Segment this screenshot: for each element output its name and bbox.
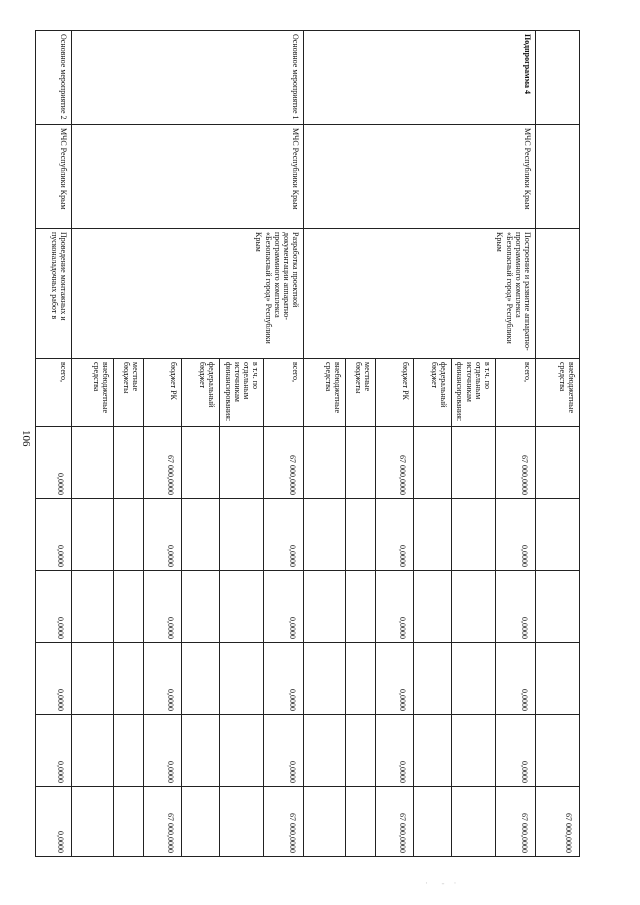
- amount-cell: [304, 787, 346, 857]
- amount-cell: [220, 787, 264, 857]
- status-cell: Основное мероприятие 2: [36, 31, 72, 125]
- amount-cell: [414, 571, 452, 643]
- amount-cell: [414, 787, 452, 857]
- amount-cell: [182, 571, 220, 643]
- amount-cell: [304, 571, 346, 643]
- page-number: 106: [20, 430, 32, 447]
- document-sheet: [50, 30, 580, 856]
- amount-cell: [536, 643, 580, 715]
- name-cell: [536, 229, 580, 359]
- amount-cell: [414, 427, 452, 499]
- amount-cell: [114, 715, 144, 787]
- amount-cell: [72, 643, 114, 715]
- name-cell: Проведение монтажных и пусконаладочных работ в: [36, 229, 72, 359]
- executor-cell: МЧС Республики Крым: [72, 125, 304, 229]
- source-cell: местные бюджеты: [114, 359, 144, 427]
- amount-cell: [452, 787, 496, 857]
- amount-cell: 67 000,0000: [376, 427, 414, 499]
- source-cell: бюджет РК: [376, 359, 414, 427]
- name-cell: Разработка проектной документации аппаратно-программного комплекса «Безопасный город» Республики Крым: [72, 229, 304, 359]
- amount-cell: [452, 499, 496, 571]
- amount-cell: 0,0000: [264, 571, 304, 643]
- amount-cell: [72, 787, 114, 857]
- amount-cell: 67 000,0000: [264, 427, 304, 499]
- amount-cell: 0,0000: [36, 427, 72, 499]
- amount-cell: 0,0000: [144, 643, 182, 715]
- amount-cell: [220, 715, 264, 787]
- amount-cell: 0,0000: [376, 715, 414, 787]
- amount-cell: 0,0000: [36, 643, 72, 715]
- status-cell: Подпрограмма 4: [304, 31, 536, 125]
- amount-cell: 67 000,0000: [264, 787, 304, 857]
- amount-cell: 67 000,0000: [496, 427, 536, 499]
- amount-cell: [220, 571, 264, 643]
- name-cell: Построение и развитие аппаратно-программного комплекса «Безопасный город» Республики Крым: [304, 229, 536, 359]
- amount-cell: [536, 427, 580, 499]
- table-row: [36, 31, 72, 857]
- amount-cell: 0,0000: [144, 571, 182, 643]
- amount-cell: 0,0000: [144, 715, 182, 787]
- amount-cell: [72, 571, 114, 643]
- status-cell: Основное мероприятие 1: [72, 31, 304, 125]
- amount-cell: 0,0000: [264, 715, 304, 787]
- amount-cell: 0,0000: [376, 571, 414, 643]
- amount-cell: 0,0000: [144, 499, 182, 571]
- amount-cell: [346, 571, 376, 643]
- amount-cell: [346, 715, 376, 787]
- amount-cell: [114, 787, 144, 857]
- rotated-table-container: [50, 30, 580, 856]
- amount-cell: 0,0000: [264, 499, 304, 571]
- financing-table: [36, 30, 581, 857]
- amount-cell: [304, 427, 346, 499]
- amount-cell: [182, 643, 220, 715]
- amount-cell: [220, 427, 264, 499]
- amount-cell: [414, 643, 452, 715]
- source-cell: бюджет РК: [144, 359, 182, 427]
- amount-cell: 67 000,0000: [376, 787, 414, 857]
- amount-cell: 0,0000: [36, 715, 72, 787]
- amount-cell: [182, 715, 220, 787]
- executor-cell: [536, 125, 580, 229]
- amount-cell: [304, 715, 346, 787]
- amount-cell: [536, 499, 580, 571]
- source-cell: всего,: [496, 359, 536, 427]
- amount-cell: 0,0000: [376, 499, 414, 571]
- source-cell: в т.ч. по отдельным источникам финансирования:: [452, 359, 496, 427]
- amount-cell: [414, 715, 452, 787]
- amount-cell: [182, 499, 220, 571]
- amount-cell: 0,0000: [36, 787, 72, 857]
- amount-cell: [72, 499, 114, 571]
- amount-cell: [452, 715, 496, 787]
- table-body: [36, 31, 580, 857]
- amount-cell: [536, 715, 580, 787]
- amount-cell: [72, 715, 114, 787]
- amount-cell: [452, 427, 496, 499]
- amount-cell: [72, 427, 114, 499]
- amount-cell: 67 000,0000: [496, 787, 536, 857]
- amount-cell: [114, 499, 144, 571]
- amount-cell: [452, 571, 496, 643]
- amount-cell: 0,0000: [496, 499, 536, 571]
- source-cell: внебюджетные средства: [536, 359, 580, 427]
- amount-cell: 67 000,0000: [536, 787, 580, 857]
- amount-cell: 67 000,0000: [144, 787, 182, 857]
- scan-artifact: · - ·: [425, 878, 457, 888]
- amount-cell: [346, 643, 376, 715]
- amount-cell: [220, 499, 264, 571]
- status-cell: [536, 31, 580, 125]
- source-cell: местные бюджеты: [346, 359, 376, 427]
- source-cell: внебюджетные средства: [72, 359, 114, 427]
- amount-cell: 0,0000: [36, 571, 72, 643]
- amount-cell: [304, 499, 346, 571]
- amount-cell: [346, 427, 376, 499]
- table-row: [536, 31, 580, 857]
- amount-cell: [114, 643, 144, 715]
- amount-cell: [182, 427, 220, 499]
- source-cell: всего,: [264, 359, 304, 427]
- executor-cell: МЧС Республики Крым: [304, 125, 536, 229]
- source-cell: федеральный бюджет: [182, 359, 220, 427]
- amount-cell: [346, 787, 376, 857]
- amount-cell: [536, 571, 580, 643]
- source-cell: в т.ч. по отдельным источникам финансирования:: [220, 359, 264, 427]
- amount-cell: 67 000,0000: [144, 427, 182, 499]
- amount-cell: 0,0000: [496, 715, 536, 787]
- amount-cell: [346, 499, 376, 571]
- amount-cell: 0,0000: [496, 643, 536, 715]
- amount-cell: [452, 643, 496, 715]
- executor-cell: МЧС Республики Крым: [36, 125, 72, 229]
- table-row: [496, 31, 536, 857]
- amount-cell: [114, 571, 144, 643]
- source-cell: всего,: [36, 359, 72, 427]
- source-cell: внебюджетные средства: [304, 359, 346, 427]
- amount-cell: [114, 427, 144, 499]
- amount-cell: 0,0000: [496, 571, 536, 643]
- amount-cell: 0,0000: [264, 643, 304, 715]
- amount-cell: 0,0000: [36, 499, 72, 571]
- amount-cell: [414, 499, 452, 571]
- amount-cell: [304, 643, 346, 715]
- table-row: [264, 31, 304, 857]
- amount-cell: 0,0000: [376, 643, 414, 715]
- source-cell: федеральный бюджет: [414, 359, 452, 427]
- amount-cell: [182, 787, 220, 857]
- amount-cell: [220, 643, 264, 715]
